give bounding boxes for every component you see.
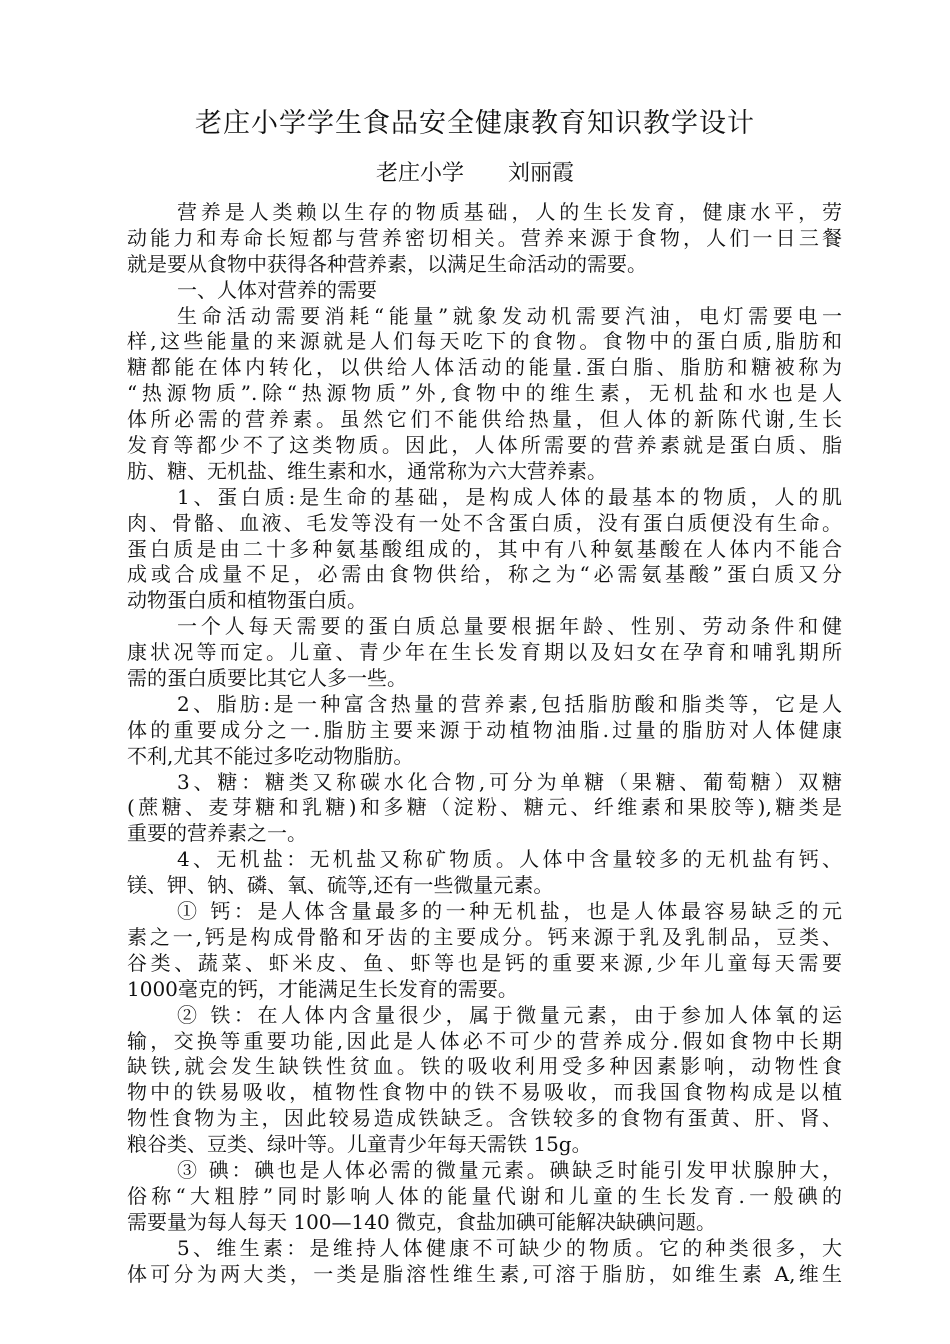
document-body [127,200,842,1287]
byline [0,158,950,190]
text-line: 物性食物为主，因此较易造成铁缺乏。含铁较多的食物有蛋黄、肝、肾、 [127,1106,842,1131]
text-line: 糖都能在体内转化，以供给人体活动的能量.蛋白脂、脂肪和糖被称为 [127,355,842,380]
text-line: 粮谷类、豆类、绿叶等。儿童青少年每天需铁 15g。 [127,1132,592,1157]
text-line: 动能力和寿命长短都与营养密切相关。营养来源于食物，人们一日三餐 [127,225,842,250]
text-line: 物中的铁易吸收，植物性食物中的铁不易吸收，而我国食物构成是以植 [127,1080,842,1105]
text-line: 一、人体对营养的需要 [177,277,377,302]
text-line: 营养是人类赖以生存的物质基础，人的生长发育，健康水平，劳 [177,200,842,224]
text-line: 4、无机盐：无机盐又称矿物质。人体中含量较多的无机盐有钙、 [177,847,842,872]
text-line: 样,这些能量的来源就是人们每天吃下的食物。食物中的蛋白质,脂肪和 [127,329,842,354]
text-line: 成或合成量不足，必需由食物供给，称之为“必需氨基酸”蛋白质又分 [127,562,842,587]
text-line: 1、蛋白质:是生命的基础，是构成人体的最基本的物质，人的肌 [177,484,842,509]
text-line: ① 钙：是人体含量最多的一种无机盐，也是人体最容易缺乏的元 [177,899,842,924]
text-line: 体的重要成分之一.脂肪主要来源于动植物油脂.过量的脂肪对人体健康 [127,717,842,742]
text-line: 素之一,钙是构成骨骼和牙齿的主要成分。钙来源于乳及乳制品，豆类、 [127,924,842,949]
text-line: 体所必需的营养素。虽然它们不能供给热量，但人体的新陈代谢,生长 [127,407,842,432]
school-name: 老庄小学 [375,161,464,186]
text-line: 2、脂肪:是一种富含热量的营养素,包括脂肪酸和脂类等，它是人 [177,691,842,716]
author-name: 刘丽霞 [508,161,575,186]
text-line: 输，交换等重要功能,因此是人体必不可少的营养成分.假如食物中长期 [127,1028,842,1053]
document-title: 老庄小学学生食品安全健康教育知识教学设计 [195,108,755,139]
text-line: (蔗糖、麦芽糖和乳糖)和多糖（淀粉、糖元、纤维素和果胶等),糖类是 [127,795,842,820]
text-line: 动物蛋白质和植物蛋白质。 [127,588,367,613]
text-line: 蛋白质是由二十多种氨基酸组成的，其中有八种氨基酸在人体内不能合 [127,536,842,561]
text-line: 肪、糖、无机盐、维生素和水，通常称为六大营养素。 [127,458,607,483]
text-line: 需要量为每人每天 100—140 微克，食盐加碘可能解决缺碘问题。 [127,1209,717,1234]
text-line: 1000毫克的钙，才能满足生长发育的需要。 [127,976,518,1001]
text-line: 谷类、蔬菜、虾米皮、鱼、虾等也是钙的重要来源,少年儿童每天需要 [127,950,842,975]
text-line: ③ 碘：碘也是人体必需的微量元素。碘缺乏时能引发甲状腺肿大， [177,1157,842,1182]
text-line: “热源物质”.除“热源物质”外,食物中的维生素，无机盐和水也是人 [127,381,842,406]
text-line: 不利,尤其不能过多吃动物脂肪。 [127,743,414,768]
text-line: 俗称“大粗脖”同时影响人体的能量代谢和儿童的生长发育.一般碘的 [127,1183,842,1208]
text-line: 缺铁,就会发生缺铁性贫血。铁的吸收利用受多种因素影响，动物性食 [127,1054,842,1079]
text-line: 需的蛋白质要比其它人多一些。 [127,666,407,691]
text-line: ② 铁：在人体内含量很少，属于微量元素，由于参加人体氧的运 [177,1002,842,1027]
text-line: 发育等都少不了这类物质。因此，人体所需要的营养素就是蛋白质、脂 [127,433,842,458]
text-line: 就是要从食物中获得各种营养素，以满足生命活动的需要。 [127,251,647,276]
text-line: 一个人每天需要的蛋白质总量要根据年龄、性别、劳动条件和健 [177,614,842,639]
text-line: 镁、钾、钠、磷、氧、硫等,还有一些微量元素。 [127,873,554,898]
text-line: 5、维生素：是维持人体健康不可缺少的物质。它的种类很多，大 [177,1235,842,1260]
text-line: 3、糖：糖类又称碳水化合物,可分为单糖（果糖、葡萄糖）双糖 [177,769,842,794]
text-line: 肉、骨骼、血液、毛发等没有一处不含蛋白质，没有蛋白质便没有生命。 [127,510,842,535]
text-line: 体可分为两大类，一类是脂溶性维生素,可溶于脂肪，如维生素 A,维生 [127,1261,842,1286]
text-line: 生命活动需要消耗“能量”就象发动机需要汽油，电灯需要电一 [177,303,842,328]
text-line: 康状况等而定。儿童、青少年在生长发育期以及妇女在孕育和哺乳期所 [127,640,842,665]
text-line: 重要的营养素之一。 [127,821,307,846]
